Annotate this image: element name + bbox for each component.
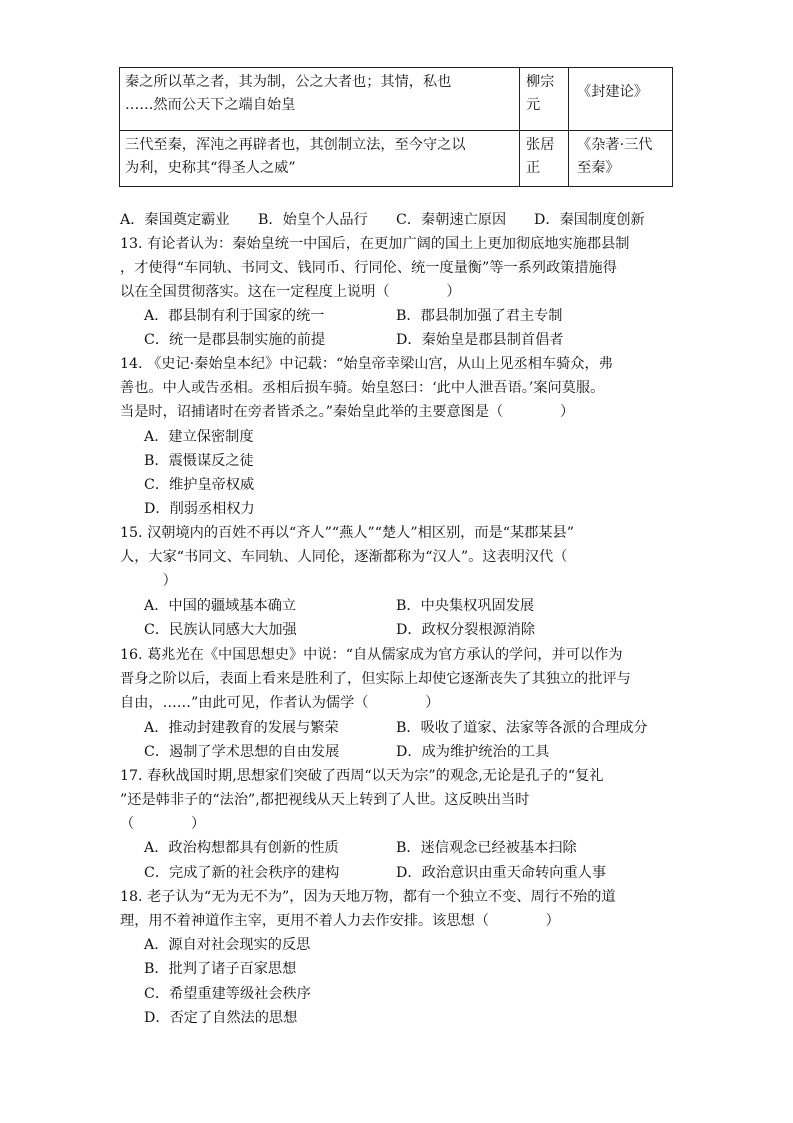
q16-option-b[interactable]: B．吸收了道家、法家等各派的合理成分	[396, 720, 648, 736]
q12-option-a[interactable]: A．秦国奠定霸业	[120, 212, 230, 228]
q13-stem-line: ，才使得“车同轨、书同文、钱同币、行同伦、统一度量衡”等一系列政策措施得	[120, 260, 617, 276]
table-cell-source	[569, 68, 673, 131]
q15-stem-line: 人，大家“书同文、车同轨、人同伦，逐渐都称为“汉人”。这表明汉代（	[120, 549, 568, 565]
q18-option-a[interactable]: A．源自对社会现实的反思	[144, 937, 311, 953]
q12-options	[120, 210, 645, 230]
table-cell-author	[520, 131, 569, 187]
cell-line: 柳宗	[526, 74, 555, 90]
q14-option-c[interactable]: C．维护皇帝权威	[144, 477, 255, 493]
table-cell-text	[120, 68, 520, 131]
table-cell-author	[520, 68, 569, 131]
q15-stem-line: 15. 汉朝境内的百姓不再以“齐人”“燕人”“楚人”相区别，而是“某郡某县”	[120, 525, 574, 541]
q16-stem-line: 晋身之阶以后，表面上看来是胜利了，但实际上却使它逐渐丧失了其独立的批评与	[120, 671, 631, 687]
q14-stem-line: 当是时，诏捕诸时在旁者皆杀之。”秦始皇此举的主要意图是（ ）	[120, 404, 575, 420]
q12-option-c[interactable]: C．秦朝速亡原因	[396, 212, 507, 228]
q18-stem-line: 18. 老子认为“无为无不为”，因为天地万物，都有一个独立不变、周行不殆的道	[120, 889, 616, 905]
q15-option-c[interactable]: C．民族认同感大大加强	[144, 622, 297, 638]
q17-option-c[interactable]: C．完成了新的社会秩序的建构	[144, 865, 340, 881]
q17-option-b[interactable]: B．迷信观念已经被基本扫除	[396, 840, 577, 856]
q17-stem-line: 17. 春秋战国时期,思想家们突破了西周“以天为宗”的观念,无论是孔子的“复礼	[120, 768, 604, 784]
q16-stem-line: 自由，……”由此可见，作者认为儒学（ ）	[120, 695, 440, 711]
cell-line: 《杂著·三代	[577, 137, 653, 153]
table-row	[120, 68, 673, 131]
cell-line: 正	[526, 160, 541, 176]
q12-option-b[interactable]: B．始皇个人品行	[258, 212, 368, 228]
q17-option-a[interactable]: A．政治构想都具有创新的性质	[144, 840, 339, 856]
q13-stem-line: 13. 有论者认为：秦始皇统一中国后，在更加广阔的国土上更加彻底地实施郡县制	[120, 236, 630, 252]
q17-option-d[interactable]: D．政治意识由重天命转向重人事	[396, 865, 607, 881]
q13-option-c[interactable]: C．统一是郡县制实施的前提	[144, 332, 326, 348]
q14-option-a[interactable]: A．建立保密制度	[144, 429, 254, 445]
q14-stem-line: 14. 《史记·秦始皇本纪》中记载：“始皇帝幸梁山宫，从山上见丞相车骑众，弗	[120, 356, 613, 372]
q18-option-d[interactable]: D．否定了自然法的思想	[144, 1010, 298, 1026]
q16-stem-line: 16. 葛兆光在《中国思想史》中说：“自从儒家成为官方承认的学问，并可以作为	[120, 647, 623, 663]
source-table	[119, 67, 673, 187]
cell-line: ……然而公天下之端自始皇	[125, 97, 296, 113]
q15-stem-line: ）	[120, 573, 177, 589]
cell-line: 秦之所以革之者，其为制，公之大者也；其情，私也	[125, 74, 452, 90]
q18-stem-line: 理，用不着神道作主宰，更用不着人力去作安排。该思想（ ）	[120, 913, 560, 929]
cell-line: 至秦》	[577, 160, 620, 176]
q14-stem-line: 善也。中人或告丞相。丞相后损车骑。始皇怒曰：‘此中人泄吾语。’案问莫服。	[120, 380, 605, 396]
cell-line: 三代至秦，浑沌之再辟者也，其创制立法，至今守之以	[125, 137, 466, 153]
table-row	[120, 131, 673, 187]
q17-stem-line: （ ）	[120, 816, 206, 832]
q14-option-d[interactable]: D．削弱丞相权力	[144, 501, 255, 517]
q16-option-c[interactable]: C．遏制了学术思想的自由发展	[144, 744, 340, 760]
q16-option-a[interactable]: A．推动封建教育的发展与繁荣	[144, 720, 339, 736]
cell-line: 为利，史称其“得圣人之威”	[125, 160, 296, 176]
cell-line: 元	[526, 97, 541, 113]
q14-option-b[interactable]: B．震慑谋反之徒	[144, 453, 254, 469]
q13-stem-line: 以在全国贯彻落实。这在一定程度上说明（ ）	[120, 284, 461, 300]
q15-option-d[interactable]: D．政权分裂根源消除	[396, 622, 536, 638]
q17-stem-line: ”还是韩非子的“法治”,都把视线从天上转到了人世。这反映出当时	[120, 792, 530, 808]
table-cell-source	[569, 131, 673, 187]
q15-option-a[interactable]: A．中国的疆域基本确立	[144, 598, 297, 614]
q13-option-d[interactable]: D．秦始皇是郡县制首倡者	[396, 332, 564, 348]
q13-option-a[interactable]: A．郡县制有利于国家的统一	[144, 308, 325, 324]
q12-option-d[interactable]: D．秦国制度创新	[534, 212, 645, 228]
cell-line: 张居	[526, 137, 555, 153]
q13-option-b[interactable]: B．郡县制加强了君主专制	[396, 308, 563, 324]
q18-option-b[interactable]: B．批判了诸子百家思想	[144, 961, 297, 977]
q18-option-c[interactable]: C．希望重建等级社会秩序	[144, 986, 311, 1002]
q16-option-d[interactable]: D．成为维护统治的工具	[396, 744, 550, 760]
q15-option-b[interactable]: B．中央集权巩固发展	[396, 598, 535, 614]
table-cell-text	[120, 131, 520, 187]
cell-line: 《封建论》	[577, 84, 648, 100]
